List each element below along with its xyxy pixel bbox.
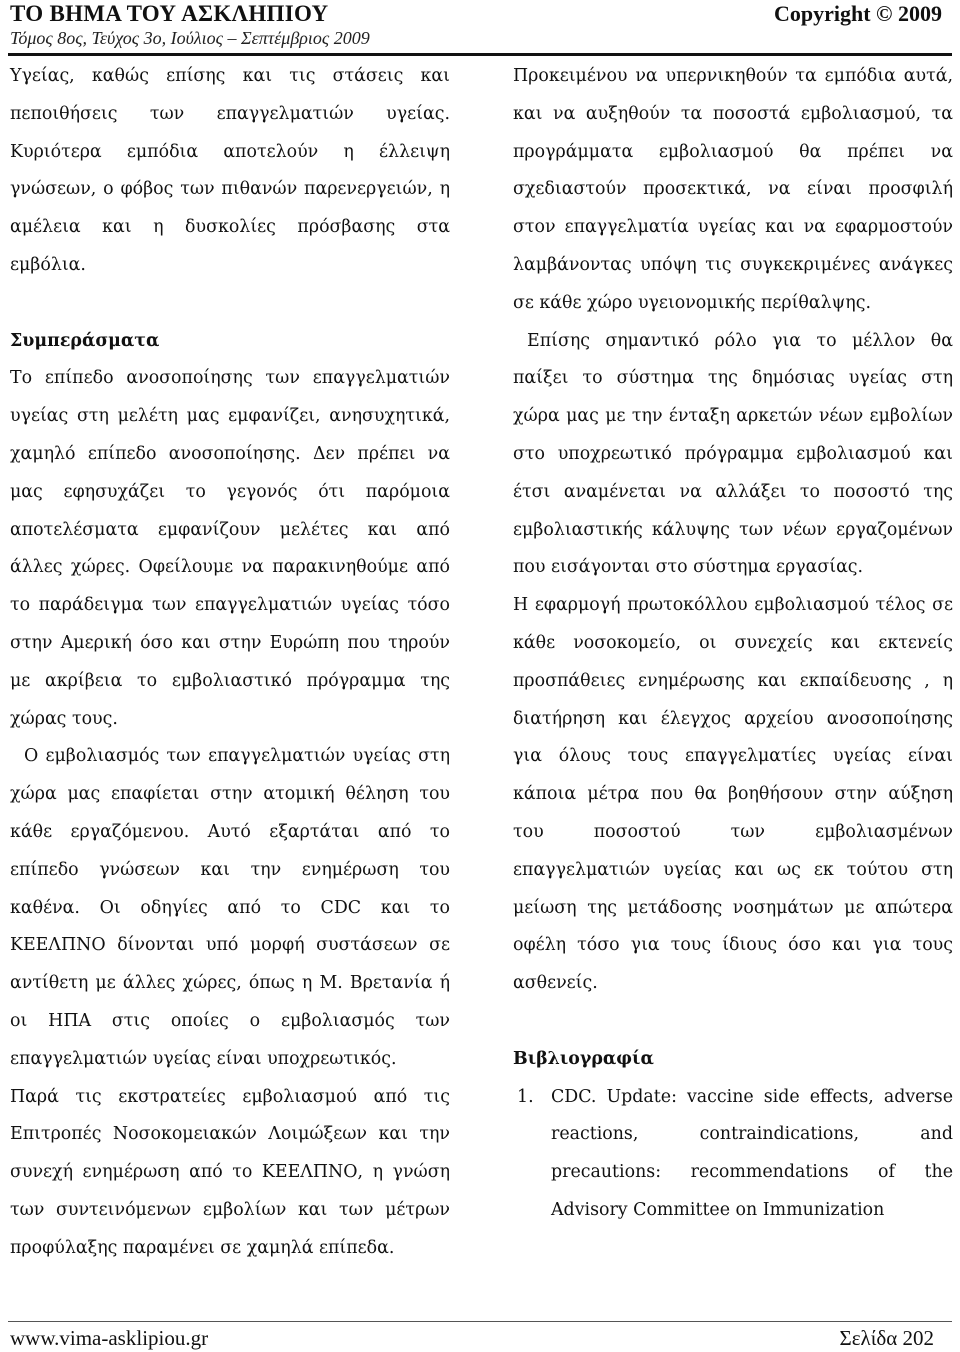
reference-number: 1.	[517, 1086, 534, 1107]
page-footer	[0, 1318, 960, 1352]
footer-divider	[8, 1321, 952, 1322]
right-column	[513, 58, 953, 1230]
website-link[interactable]: www.vima-asklipiou.gr	[10, 1326, 209, 1350]
paragraph: Παρά τις εκστρατείες εμβολιασμού από τις Επιτροπές Νοσοκομειακών Λοιμώξεων και την συνεχή ενημέρωση από το ΚΕΕΛΠΝΟ, η γνώση των συντεινόμενων εμβολίων και των μέτρων προφύλαξης παραμένει σε χαμηλά επίπεδα.	[10, 1086, 450, 1258]
copyright-notice: Copyright © 2009	[774, 1, 942, 26]
reference-item	[513, 1079, 953, 1230]
conclusions-heading: Συμπεράσματα	[10, 330, 160, 351]
paragraph: Το επίπεδο ανοσοποίησης των επαγγελματιών υγείας στη μελέτη μας εμφανίζει, ανησυχητικά, χαμηλό επίπεδο ανοσοποίησης. Δεν πρέπει να μας εφησυχάζει το γεγονός ότι παρόμοια αποτελέσματα εμφανίζουν μελέτες και από άλλες χώρες. Οφείλουμε να παρακινηθούμε από το παράδειγμα των επαγγελματιών υγείας τόσο στην Αμερική όσο και στην Ευρώπη που τηρούν με ακρίβεια το εμβολιαστικό πρόγραμμα της χώρας τους.	[10, 368, 450, 729]
header-divider	[8, 53, 952, 56]
reference-text: CDC. Update: vaccine side effects, adverse reactions, contraindications, and precautions: recommendations of the Advisory Committee on Immunization	[551, 1086, 953, 1220]
paragraph: Ο εμβολιασμός των επαγγελματιών υγείας στη χώρα μας επαφίεται στην ατομική θέληση του κάθε εργαζόμενου. Αυτό εξαρτάται από το επίπεδο γνώσεων και την ενημέρωση του καθένα. Οι οδηγίες από το CDC και το ΚΕΕΛΠΝΟ δίνονται υπό μορφή συστάσεων σε αντίθετη με άλλες χώρες, όπως η Μ. Βρετανία ή οι ΗΠΑ στις οποίες ο εμβολιασμός των επαγγελματιών υγείας είναι υποχρεωτικός.	[10, 746, 450, 1069]
paragraph: Επίσης σημαντικό ρόλο για το μέλλον θα παίξει το σύστημα της δημόσιας υγείας στη χώρα μας με την ένταξη αρκετών νέων εμβολίων στο υποχρεωτικό πρόγραμμα εμβολιασμού και έτσι αναμένεται να αλλάξει το ποσοστό της εμβολιαστικής κάλυψης των νέων εργαζομένων που εισάγονται στο σύστημα εργασίας.	[513, 330, 953, 578]
left-column	[10, 58, 450, 1268]
paragraph: Προκειμένου να υπερνικηθούν τα εμπόδια αυτά, και να αυξηθούν τα ποσοστά εμβολιασμού, τα προγράμματα εμβολιασμού θα πρέπει να σχεδιαστούν προσεκτικά, να είναι προσφιλή στον επαγγελματία υγείας και να εφαρμοστούν λαμβάνοντας υπόψη τις συγκεκριμένες ανάγκες σε κάθε χώρο υγειονομικής περίθαλψης.	[513, 66, 953, 313]
journal-title: ΤΟ ΒΗΜΑ ΤΟΥ ΑΣΚΛΗΠΙΟΥ	[10, 1, 329, 26]
bibliography-heading: Βιβλιογραφία	[513, 1048, 654, 1069]
reference-list	[513, 1079, 953, 1230]
page-number: Σελίδα 202	[839, 1326, 934, 1350]
page-header	[0, 0, 960, 56]
issue-info: Τόμος 8ος, Τεύχος 3ο, Ιούλιος – Σεπτέμβριος 2009	[10, 28, 370, 48]
paragraph: Υγείας, καθώς επίσης και τις στάσεις και πεποιθήσεις των επαγγελματιών υγείας. Κυριότερα εμπόδια αποτελούν η έλλειψη γνώσεων, ο φόβος των πιθανών παρενεργειών, η αμέλεια και η δυσκολίες πρόσβασης στα εμβόλια.	[10, 66, 450, 275]
paragraph: Η εφαρμογή πρωτοκόλλου εμβολιασμού τέλος σε κάθε νοσοκομείο, οι συνεχείς και εκτενείς προσπάθειες ενημέρωσης και εκπαίδευσης , η διατήρηση και έλεγχος αρχείου ανοσοποίησης για όλους τους επαγγελματίες υγείας είναι κάποια μέτρα που θα βοηθήσουν στην αύξηση του ποσοστού των εμβολιασμένων επαγγελματιών υγείας και ως εκ τούτου στη μείωση της μετάδοσης νοσημάτων με απώτερα οφέλη τόσο για τους ίδιους όσο και για τους ασθενείς.	[513, 595, 953, 994]
